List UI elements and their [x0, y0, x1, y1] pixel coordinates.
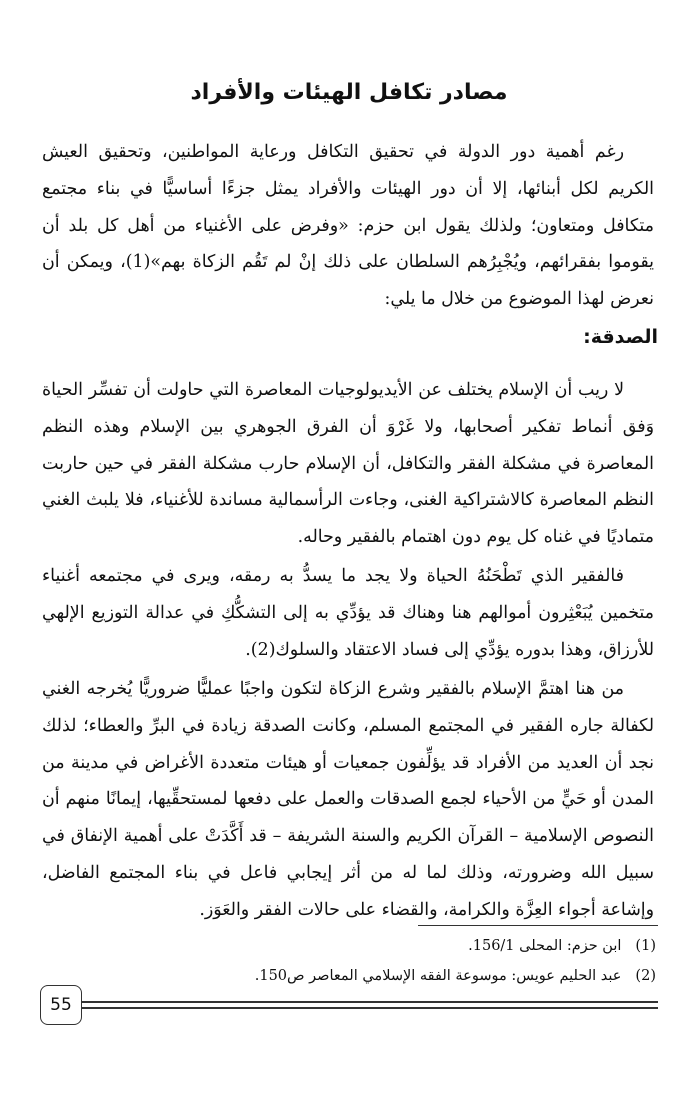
page-title: مصادر تكافل الهيئات والأفراد: [190, 80, 508, 105]
footnotes: [44, 931, 656, 991]
footer-rule-top: [80, 1001, 658, 1003]
footnote-text: ابن حزم: المحلى 156/1.: [468, 938, 622, 954]
footnote-item: [44, 961, 656, 991]
body-paragraph-3: من هنا اهتمَّ الإسلام بالفقير وشرع الزكاة لتكون واجبًا عمليًّا ضروريًّا يُخرجه الغني لكفالة جاره الفقير في المجتمع المسلم، وكانت الصدقة زيادة في البرِّ والعطاء؛ لذلك نجد أن العديد من الأفراد قد يؤلِّفون جمعيات أو هيئات متعددة الأغراض في مدينة من المدن أو حَيٍّ من الأحياء لجمع الصدقات والعمل على دفعها لمستحقِّيها، إيمانًا منهم أن النصوص الإسلامية – القرآن الكريم والسنة الشريفة – قد أَكَّدَتْ على أهمية الإنفاق في سبيل الله وضرورته، وذلك لما له من أثر إيجابي فاعل في بناء المجتمع الفاضل، وإشاعة أجواء العِزَّة والكرامة، والقضاء على حالات الفقر والعَوَز.: [42, 679, 654, 920]
footnote-divider: [418, 925, 658, 926]
footnote-number: (1): [635, 938, 656, 954]
footnote-item: [44, 931, 656, 961]
intro-paragraph: رغم أهمية دور الدولة في تحقيق التكافل ورعاية المواطنين، وتحقيق العيش الكريم لكل أبنائها، إلا أن دور الهيئات والأفراد يمثل جزءًا أساسيًّا في بناء مجتمع متكافل ومتعاون؛ ولذلك يقول ابن حزم: «وفرض على الأغنياء من أهل كل بلد أن يقوموا بفقرائهم، ويُجْبِرُهم السلطان على ذلك إنْ لم تَقُم الزكاة بهم»(1)، ويمكن أن نعرض لهذا الموضوع من خلال ما يلي:: [42, 142, 654, 310]
body-paragraph-1: لا ريب أن الإسلام يختلف عن الأيديولوجيات المعاصرة التي حاولت أن تفسِّر الحياة وَفق أنماط تفكير أصحابها، ولا غَرْوَ أن الفرق الجوهري بين الإسلام وهذه النظم المعاصرة في مشكلة الفقر والتكافل، أن الإسلام حارب مشكلة الفقر في حين حاربت النظم المعاصرة كالاشتراكية الغنى، وجاءت الرأسمالية مساندة للأغنياء، فلا يلبث الغني متماديًا في غناه كل يوم دون اهتمام بالفقير وحاله.: [42, 380, 654, 548]
section-heading: الصدقة:: [583, 326, 658, 348]
body-paragraph-2: فالفقير الذي تَطْحَنُهُ الحياة ولا يجد ما يسدُّ به رمقه، ويرى في مجتمعه أغنياء متخمين يُبَعْثِرون أموالهم هنا وهناك قد يؤدِّي به إلى التشكُّكِ في عدالة التوزيع الإلهي للأرزاق، وهذا بدوره يؤدِّي إلى فساد الاعتقاد والسلوك(2).: [42, 566, 654, 660]
footnote-text: عبد الحليم عويس: موسوعة الفقه الإسلامي المعاصر ص150.: [254, 968, 622, 984]
footnote-number: (2): [635, 968, 656, 984]
page-number: 55: [40, 985, 82, 1025]
footer-rule-bottom: [80, 1007, 658, 1009]
